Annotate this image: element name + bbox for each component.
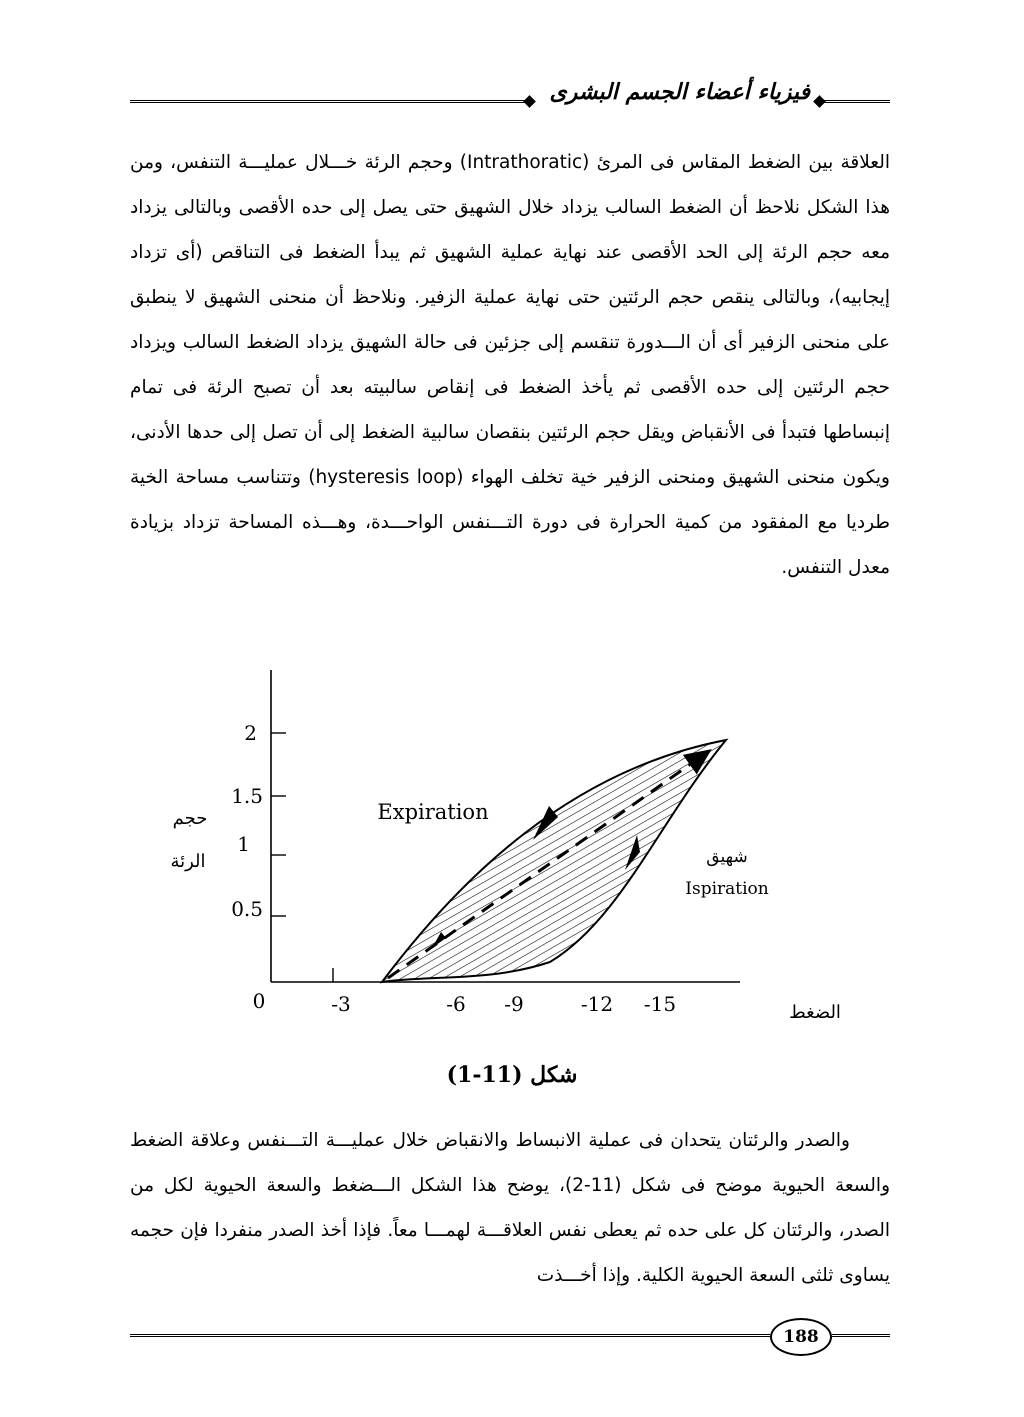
expiration-label: Expiration xyxy=(377,800,489,824)
figure-hysteresis-loop xyxy=(140,660,860,1040)
body-paragraph-1: العلاقة بين الضغط المقاس فى المرئ (Intrathoratic) وحجم الرئة خـــلال عمليـــة التنفس، ومن هذا الشكل نلاحظ أن الضغط السالب يزداد خلال الشهيق حتى يصل إلى حده الأقصى وبالتالى يزداد معه حجم الرئة إلى الحد الأقصى عند نهاية عملية الشهيق ثم يبدأ الضغط فى التناقص (أى تزداد إيجابيه)، وبالتالى ينقص حجم الرئتين حتى نهاية عملية الزفير. ونلاحظ أن منحنى الشهيق لا ينطبق على منحنى الزفير أى أن الـــدورة تنقسم إلى جزئين فى حالة الشهيق يزداد الضغط السالب ويزداد حجم الرئتين إلى حده الأقصى ثم يأخذ الضغط فى إنقاص سالبيته بعد أن تصبح الرئة فى تمام إنبساطها فتبدأ فى الأنقباض ويقل حجم الرئتين بنقصان سالبية الضغط إلى أن تصل إلى حدها الأدنى، ويكون منحنى الشهيق ومنحنى الزفير خية تخلف الهواء (hysteresis loop) وتتناسب مساحة الخية طرديا مع المفقود من كمية الحرارة فى دورة التـــنفس الواحـــدة، وهـــذه المساحة تزداد بزيادة معدل التنفس. xyxy=(130,152,890,578)
y-tick-label: 1 xyxy=(237,832,250,856)
header-rule-left xyxy=(130,100,525,107)
x-tick-label: -6 xyxy=(446,992,466,1016)
x-tick-label: -12 xyxy=(580,992,614,1016)
y-tick-label: 0.5 xyxy=(231,897,263,921)
figure-caption: شكل (11-1) xyxy=(446,1062,578,1088)
hysteresis-diagram xyxy=(140,660,860,1040)
page-header xyxy=(130,78,890,126)
y-tick-label: 1.5 xyxy=(231,784,263,808)
page-footer xyxy=(130,1318,890,1358)
x-tick-label: -9 xyxy=(504,992,524,1016)
x-tick-label: 0 xyxy=(252,989,266,1013)
diamond-icon xyxy=(523,95,536,108)
inspiration-label-arabic: شهيق xyxy=(706,847,748,867)
x-tick-label: -3 xyxy=(331,992,351,1016)
page-number: 188 xyxy=(770,1318,832,1356)
footer-rule-right xyxy=(832,1334,890,1341)
x-axis-label: الضغط xyxy=(789,1002,841,1023)
y-tick-label: 2 xyxy=(244,721,257,745)
y-axis-label-line1: حجم xyxy=(172,808,208,829)
y-axis-label-line2: الرئة xyxy=(170,851,206,872)
running-header-title: فيزياء أعضاء الجسم البشرى xyxy=(549,80,810,105)
header-rule-right xyxy=(820,100,890,107)
body-paragraph-2: والصدر والرئتان يتحدان فى عملية الانبساط والانقباض خلال عمليـــة التـــنفس وعلاقة الضغط والسعة الحيوية موضح فى شكل (11-2)، يوضح هذا الشكل الـــضغط والسعة الحيوية لكل من الصدر، والرئتان كل على حده ثم يعطى نفس العلاقـــة لهمـــا معاً. فإذا أخذ الصدر منفردا فإن حجمه يساوى ثلثى السعة الحيوية الكلية. وإذا أخـــذت xyxy=(130,1130,891,1286)
footer-rule-left xyxy=(130,1334,770,1341)
x-tick-label: -15 xyxy=(643,992,677,1016)
inspiration-label-english: Ispiration xyxy=(685,879,769,899)
